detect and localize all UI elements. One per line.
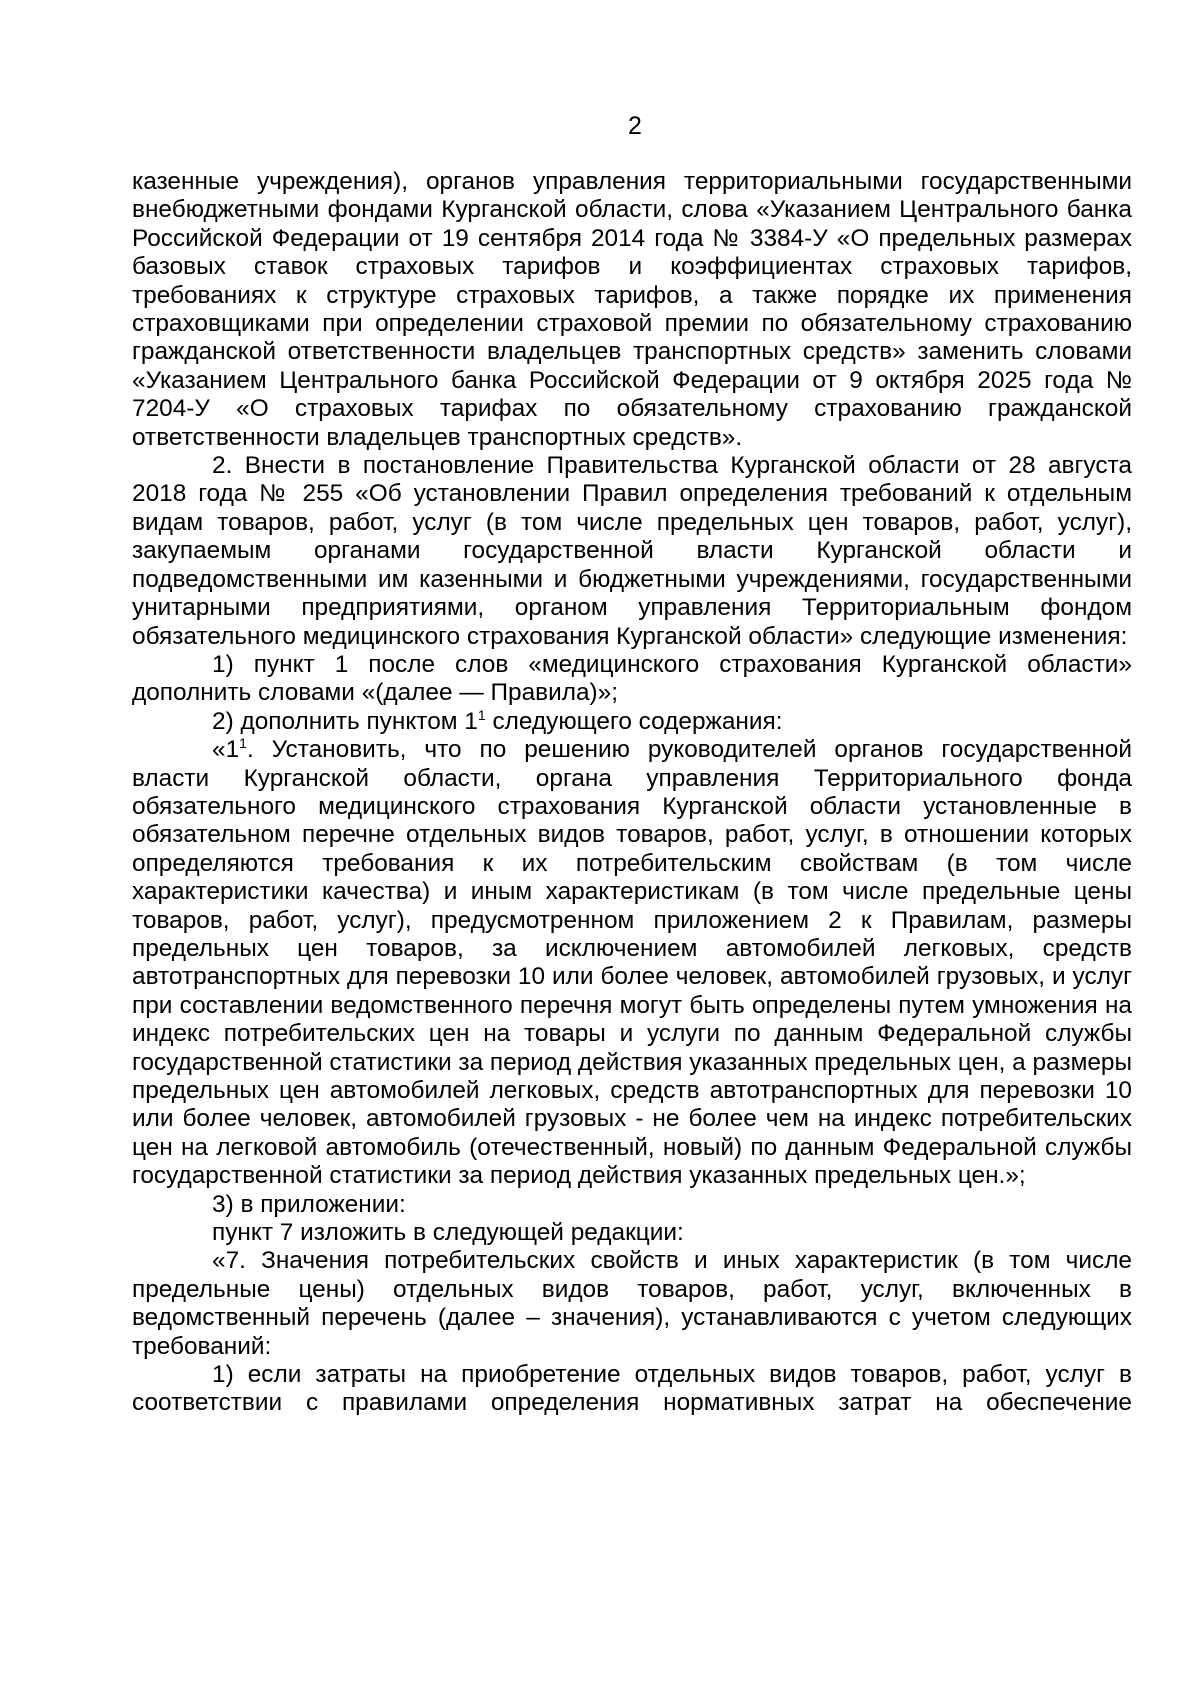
document-body: [132, 168, 1132, 1418]
paragraph-5-text-b: . Установить, что по решению руководителей органов государственной власти Курганской области, органа управления Территориального фонда обязательного медицинского страхования Курганской области установленные в обязательном перечне отдельных видов товаров, работ, услуг, в отношении которых определяются требования к их потребительским свойствам (в том числе характеристики качества) и иным характеристикам (в том числе предельные цены товаров, работ, услуг), предусмотренном приложением 2 к Правилам, размеры предельных цен товаров, за исключением автомобилей легковых, средств автотранспортных для перевозки 10 или более человек, автомобилей грузовых, и услуг при составлении ведомственного перечня могут быть определены путем умножения на индекс потребительских цен на товары и услуги по данным Федеральной службы государственной статистики за период действия указанных предельных цен, а размеры предельных цен автомобилей легковых, средств автотранспортных для перевозки 10 или более человек, автомобилей грузовых - не более чем на индекс потребительских цен на легковой автомобиль (отечественный, новый) по данным Федеральной службы государственной статистики за период действия указанных предельных цен.»;: [132, 736, 1132, 1190]
paragraph-4-text-b: следующего содержания:: [485, 707, 783, 735]
paragraph-9: 1) если затраты на приобретение отдельных видов товаров, работ, услуг в соответствии с правилами определения нормативных затрат на обеспечение: [132, 1361, 1132, 1417]
paragraph-5-text-a: «1: [212, 736, 240, 764]
paragraph-2: 2. Внести в постановление Правительства Курганской области от 28 августа 2018 года № 255 «Об установлении Правил определения требований к отдельным видам товаров, работ, услуг (в том числе предельных цен товаров, работ, услуг), закупаемым органами государственной власти Курганской области и подведомственными им казенными и бюджетными учреждениями, государственными унитарными предприятиями, органом управления Территориальным фондом обязательного медицинского страхования Курганской области» следующие изменения:: [132, 452, 1132, 650]
paragraph-8: «7. Значения потребительских свойств и иных характеристик (в том числе предельные цены) отдельных видов товаров, работ, услуг, включенных в ведомственный перечень (далее – значения), устанавливаются с учетом следующих требований:: [132, 1247, 1132, 1360]
page-number: 2: [628, 112, 642, 140]
superscript: 1: [239, 735, 247, 752]
paragraph-6: 3) в приложении:: [212, 1190, 406, 1218]
paragraph-7: пункт 7 изложить в следующей редакции:: [212, 1219, 684, 1247]
paragraph-4-text-a: 2) дополнить пунктом 1: [212, 707, 478, 735]
superscript: 1: [477, 706, 486, 723]
paragraph-5: [132, 736, 1132, 1191]
paragraph-4: [132, 708, 1132, 736]
paragraph-1: казенные учреждения), органов управления территориальными государственными внебюджетными фондами Курганской области, слова «Указанием Центрального банка Российской Федерации от 19 сентября 2014 года № 3384-У «О предельных размерах базовых ставок страховых тарифов и коэффициентах страховых тарифов, требованиях к структуре страховых тарифов, а также порядке их применения страховщиками при определении страховой премии по обязательному страхованию гражданской ответственности владельцев транспортных средств» заменить словами «Указанием Центрального банка Российской Федерации от 9 октября 2025 года № 7204-У «О страховых тарифах по обязательному страхованию гражданской ответственности владельцев транспортных средств».: [132, 168, 1132, 451]
paragraph-3: 1) пункт 1 после слов «медицинского страхования Курганской области» дополнить словами «(далее — Правила)»;: [132, 650, 1132, 707]
